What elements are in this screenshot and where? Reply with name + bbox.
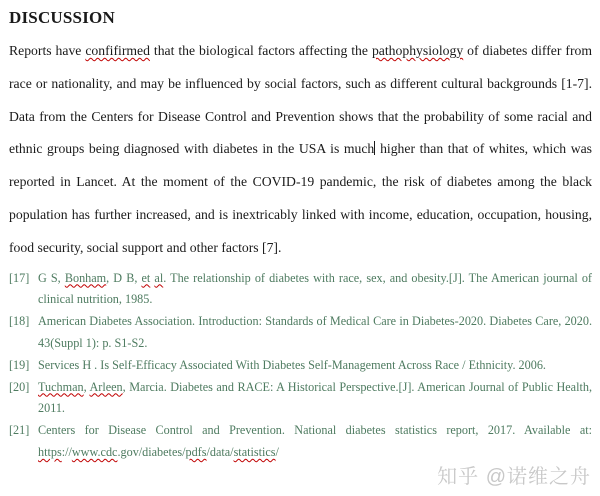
reference-item: [9, 420, 592, 464]
text-run: , Marcia. Diabetes and RACE: A Historical Perspective.[J]. American Journal of Public Health, 2011.: [38, 379, 592, 416]
text-run: ://: [61, 444, 72, 459]
reference-text: [38, 420, 592, 464]
reference-item: [9, 268, 592, 312]
text-run: Services H . Is Self-Efficacy Associated With Diabetes Self-Management Across Race / Ethnicity. 2006.: [38, 357, 546, 372]
misspelled-word: www.cdc: [71, 444, 118, 459]
misspelled-word: Arleen: [89, 379, 123, 394]
reference-text: [38, 311, 592, 355]
reference-number: [17]: [9, 270, 30, 285]
reference-url: [38, 445, 279, 459]
text-run: higher than that of whites, which was reported in Lancet. At the moment of the COVID-19 pandemic, the risk of diabetes among the black population has further increased, and is inextricably linked with income, education, occupation, housing, food security, social support and other factors [7].: [9, 141, 592, 255]
discussion-paragraph[interactable]: [9, 35, 592, 265]
reference-text: [38, 377, 592, 421]
text-run: , D B,: [106, 270, 142, 285]
section-heading: DISCUSSION: [9, 8, 115, 27]
reference-item: [9, 311, 592, 355]
reference-text: [38, 268, 592, 312]
references-list: [9, 268, 592, 464]
reference-number: [19]: [9, 357, 30, 372]
reference-item: [9, 377, 592, 421]
misspelled-word: statistics: [233, 444, 276, 459]
text-run: . The relationship of diabetes with race, sex, and obesity.[J]. The American journal of clinical nutrition, 1985.: [38, 270, 592, 307]
watermark: 知乎 @诺维之舟: [437, 466, 591, 488]
text-run: American Diabetes Association. Introduction: Standards of Medical Care in Diabetes-2020. Diabetes Care, 2020. 43(Suppl 1): p. S1-S2.: [38, 314, 592, 350]
text-run: /: [275, 444, 279, 459]
reference-text: [38, 355, 592, 377]
reference-number: [21]: [9, 423, 30, 438]
text-run: Reports have: [9, 43, 86, 58]
misspelled-word: confifirmed: [85, 43, 150, 58]
text-run: .gov/diabetes/: [117, 444, 186, 459]
reference-number: [20]: [9, 379, 30, 394]
misspelled-word: https: [38, 444, 62, 459]
reference-number: [18]: [9, 314, 30, 329]
misspelled-word: Bonham: [64, 270, 107, 285]
text-run: of diabetes differ from race or nationality, and may be influenced by social factors, such as different cultural backgrounds [1-7]. Data from the Centers for Disease Control and Prevention shows that the probability of some racial and ethnic groups being diagnosed with diabetes in the USA is much: [9, 43, 592, 157]
misspelled-word: pathophysiology: [371, 43, 464, 58]
misspelled-word: Tuchman: [38, 379, 84, 394]
misspelled-word: et: [141, 270, 151, 285]
text-run: G S,: [38, 270, 65, 285]
reference-item: [9, 355, 592, 377]
misspelled-word: al: [154, 270, 164, 285]
misspelled-word: pdfs: [185, 444, 207, 459]
text-run: that the biological factors affecting the: [149, 43, 372, 58]
text-run: ,: [83, 379, 90, 394]
text-run: /data/: [206, 444, 234, 459]
text-run: Centers for Disease Control and Prevention. National diabetes statistics report, 2017. Available at:: [38, 423, 592, 438]
